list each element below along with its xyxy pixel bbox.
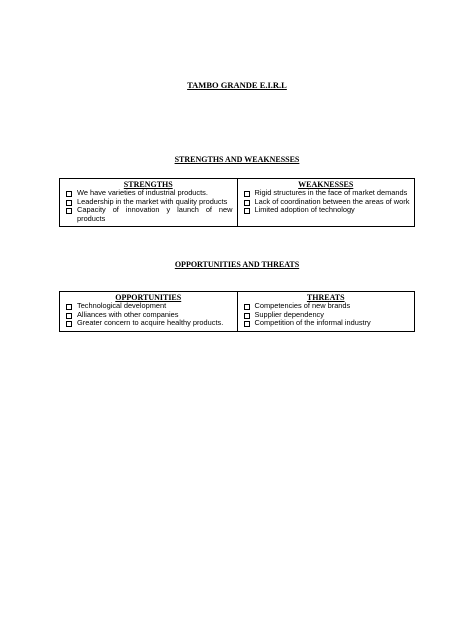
list-item (65, 319, 233, 328)
list-item-text: We have varieties of industrial products. (77, 188, 208, 197)
list-item-text: Limited adoption of technology (254, 205, 355, 215)
checkbox-bullet-icon (244, 321, 250, 327)
threats-list (243, 302, 411, 328)
checkbox-bullet-icon (66, 321, 72, 327)
checkbox-bullet-icon (66, 191, 72, 197)
opportunities-cell (60, 302, 238, 331)
list-item-text: Leadership in the market with quality products (77, 196, 228, 206)
list-item (243, 206, 411, 215)
strengths-weaknesses-title: STRENGTHS AND WEAKNESSES (174, 155, 300, 164)
opportunities-header: OPPORTUNITIES (60, 292, 238, 303)
checkbox-bullet-icon (244, 208, 250, 214)
strengths-list (65, 189, 233, 223)
strengths-weaknesses-table (59, 178, 415, 227)
list-item-text: Alliances with other companies (77, 309, 179, 319)
opportunities-threats-title: OPPORTUNITIES AND THREATS (174, 260, 300, 269)
list-item-text: Capacity of innovation y launch of new products (77, 205, 233, 223)
list-item-text: Lack of coordination between the areas of work (254, 196, 410, 206)
checkbox-bullet-icon (244, 200, 250, 206)
list-item-text: Competencies of new brands (254, 301, 351, 310)
checkbox-bullet-icon (244, 191, 250, 197)
list-item-text: Greater concern to acquire healthy products. (77, 318, 224, 328)
list-item-text: Technological development (77, 301, 167, 310)
strengths-header: STRENGTHS (60, 179, 238, 190)
weaknesses-header: WEAKNESSES (237, 179, 415, 190)
checkbox-bullet-icon (66, 200, 72, 206)
list-item-text: Competition of the informal industry (254, 318, 371, 328)
checkbox-bullet-icon (66, 313, 72, 319)
list-item-text: Rigid structures in the face of market demands (254, 188, 408, 197)
opportunities-threats-table (59, 291, 415, 332)
list-item-text: Supplier dependency (254, 309, 324, 319)
list-item (243, 319, 411, 328)
checkbox-bullet-icon (66, 208, 72, 214)
checkbox-bullet-icon (244, 304, 250, 310)
list-item (65, 206, 233, 223)
checkbox-bullet-icon (244, 313, 250, 319)
checkbox-bullet-icon (66, 304, 72, 310)
weaknesses-list (243, 189, 411, 215)
opportunities-list (65, 302, 233, 328)
strengths-cell (60, 189, 238, 227)
threats-cell (237, 302, 415, 331)
threats-header: THREATS (237, 292, 415, 303)
page-title: TAMBO GRANDE E.I.R.L (187, 80, 287, 90)
weaknesses-cell (237, 189, 415, 227)
